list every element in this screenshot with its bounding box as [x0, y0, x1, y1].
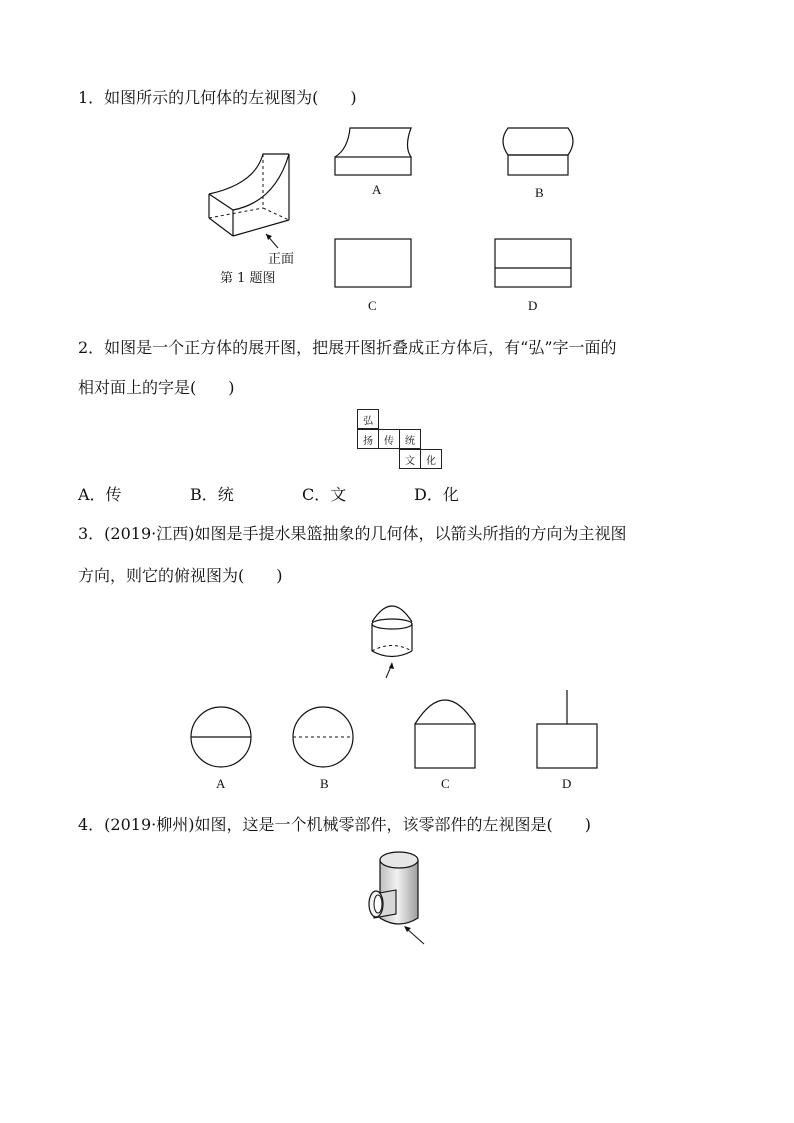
question-3-line-1: 3．(2019·江西)如图是手提水果篮抽象的几何体，以箭头所指的方向为主视图: [78, 524, 627, 543]
q1-option-c-label: C: [368, 298, 377, 313]
q3-option-b-label: B: [320, 776, 329, 791]
question-2-line-1: 2．如图是一个正方体的展开图，把展开图折叠成正方体后，有“弘”字一面的: [78, 338, 617, 357]
q1-figure-caption: 第 1 题图: [220, 271, 276, 286]
q3-option-d-figure: [535, 688, 601, 770]
q2-option-b: B．统: [190, 485, 234, 504]
q1-option-d-figure: [494, 238, 574, 290]
q1-option-d-label: D: [528, 298, 538, 313]
q2-option-c: C．文: [302, 485, 347, 504]
q3-option-c-label: C: [441, 776, 450, 791]
q1-option-a-figure: [334, 127, 414, 177]
q3-option-a-label: A: [216, 776, 226, 791]
q4-machine-part-figure: [362, 846, 452, 956]
q1-front-label: 正面: [268, 252, 295, 267]
net-cell: 文: [399, 449, 421, 469]
q1-option-a-label: A: [372, 182, 382, 197]
q1-option-b-figure: [500, 127, 580, 177]
q3-option-a-figure: [190, 706, 254, 770]
question-2-line-2: 相对面上的字是( ): [78, 378, 235, 397]
net-cell: 扬: [357, 429, 379, 449]
q3-basket-figure: [362, 596, 432, 691]
question-3-line-2: 方向，则它的俯视图为( ): [78, 566, 283, 585]
question-4-text: 4．(2019·柳州)如图，这是一个机械零部件，该零部件的左视图是( ): [78, 815, 591, 834]
net-cell: 传: [378, 429, 400, 449]
q3-option-d-label: D: [562, 776, 572, 791]
q3-option-c-figure: [413, 688, 479, 770]
q3-option-b-figure: [292, 706, 356, 770]
q1-option-b-label: B: [535, 185, 544, 200]
net-cell: 弘: [357, 409, 379, 429]
q2-option-a: A．传: [78, 485, 122, 504]
question-1-text: 1．如图所示的几何体的左视图为( ): [78, 88, 357, 107]
net-cell: 化: [420, 449, 442, 469]
q2-option-d: D．化: [414, 485, 459, 504]
q1-option-c-figure: [334, 238, 414, 290]
net-cell: 统: [399, 429, 421, 449]
